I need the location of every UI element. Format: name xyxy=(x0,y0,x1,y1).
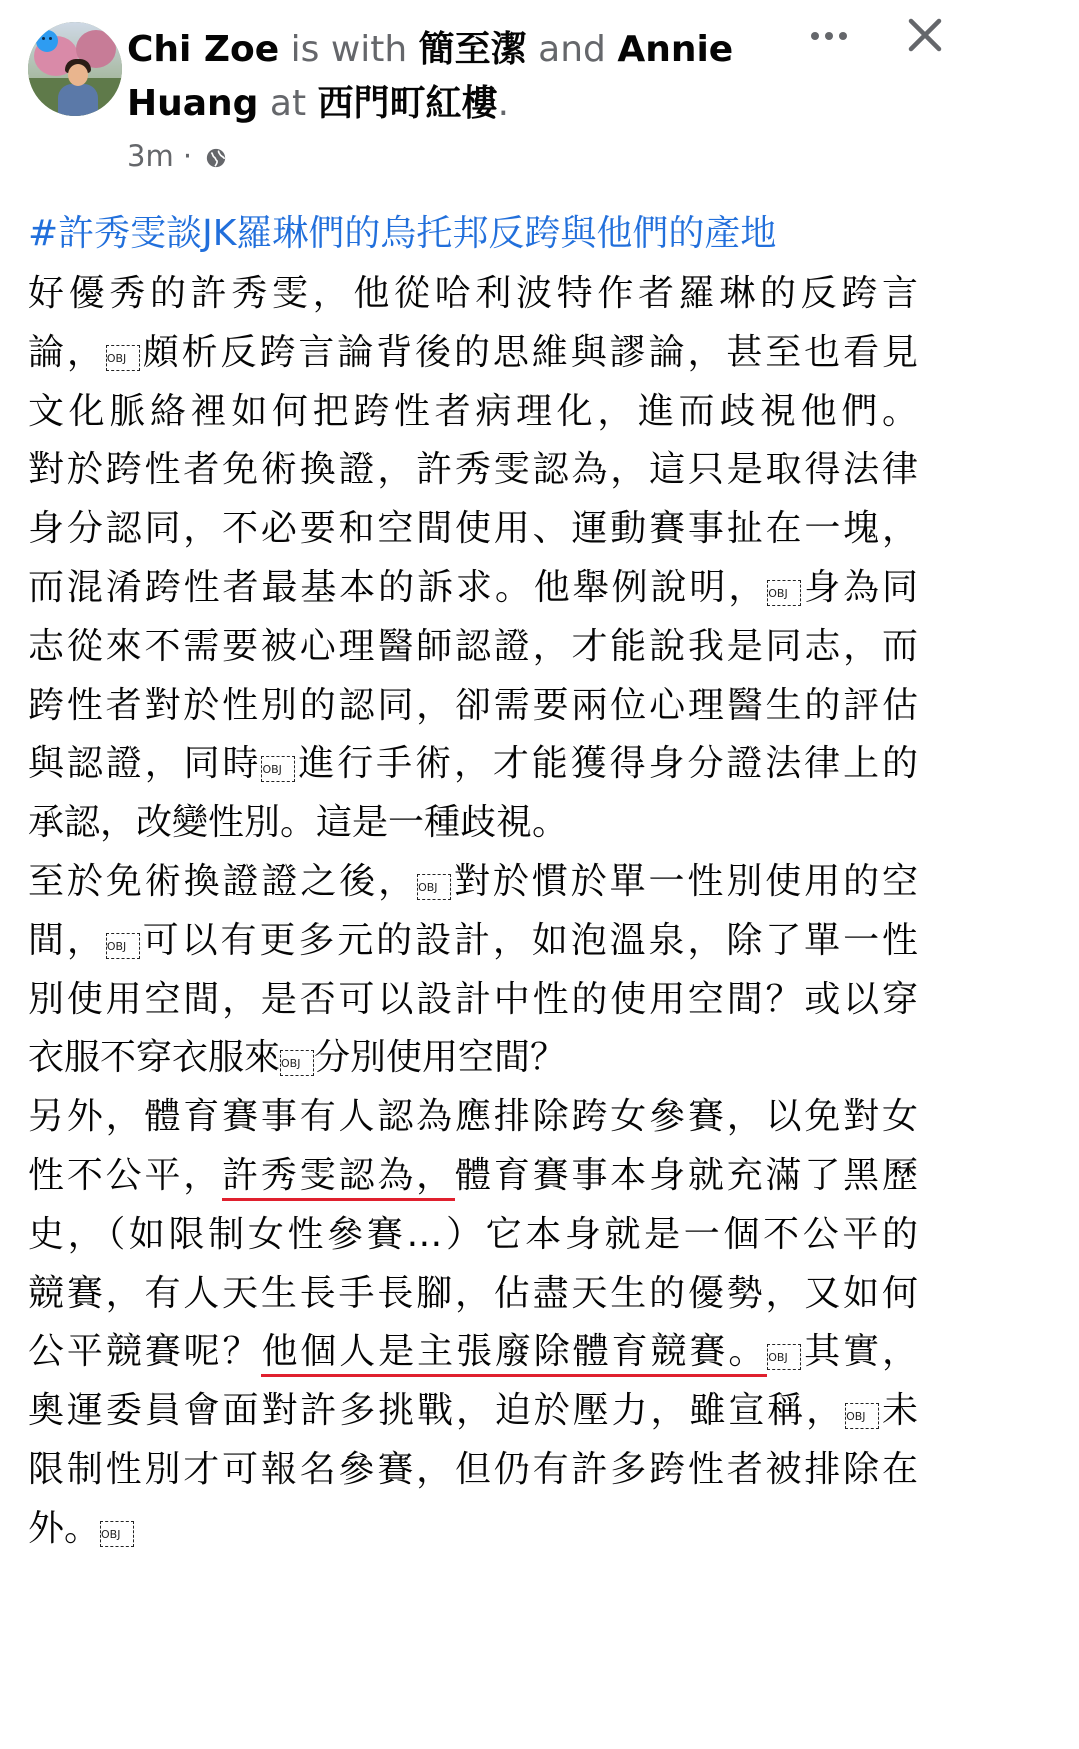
body-line xyxy=(28,1029,918,1088)
body-text-segment: 其實， xyxy=(801,1331,918,1373)
hashtag-link[interactable]: #許秀雯談JK羅琳們的烏托邦反跨與他們的產地 xyxy=(28,213,777,254)
body-text-segment: 進行手術，才能獲得身分證法律上的 xyxy=(295,743,918,785)
body-line xyxy=(28,1323,918,1382)
obj-placeholder-icon: OBJ xyxy=(845,1403,879,1429)
body-line: 好優秀的許秀雯，他從哈利波特作者羅琳的反跨言 xyxy=(28,273,918,314)
body-text-segment: 論， xyxy=(28,331,106,373)
avatar-person-head xyxy=(68,64,88,86)
body-text-segment: 性不公平， xyxy=(28,1154,223,1196)
meta-separator: · xyxy=(182,139,193,173)
location-link[interactable]: 西門町紅樓 xyxy=(317,83,498,124)
author-name[interactable]: Chi Zoe xyxy=(127,29,280,70)
body-line xyxy=(28,1500,918,1559)
post-meta xyxy=(127,137,227,175)
body-text-segment: 未 xyxy=(879,1390,918,1432)
smiley-icon xyxy=(36,30,58,52)
body-line xyxy=(28,912,918,971)
body-text-segment: 外。 xyxy=(28,1507,101,1549)
body-text-segment: 可以有更多元的設計，如泡溫泉，除了單一性 xyxy=(139,919,918,961)
body-line: 志從來不需要被心理醫師認證，才能說我是同志，而 xyxy=(28,625,918,667)
avatar-person-body xyxy=(58,84,98,116)
obj-placeholder-icon: OBJ xyxy=(106,933,140,959)
body-line: 承認，改變性別。這是一種歧視。 xyxy=(28,802,569,844)
obj-placeholder-icon: OBJ xyxy=(261,756,295,782)
post-header-line-2 xyxy=(127,77,827,131)
body-line xyxy=(28,853,918,912)
obj-placeholder-icon: OBJ xyxy=(280,1050,314,1076)
and-text: and xyxy=(538,29,606,70)
body-text-segment: 對於慣於單一性別使用的空 xyxy=(451,860,918,902)
body-text-segment: 體育賽事本身就充滿了黑歷 xyxy=(455,1154,918,1196)
body-line: 文化脈絡裡如何把跨性者病理化，進而歧視他們。 xyxy=(28,390,918,432)
author-avatar[interactable] xyxy=(28,22,122,116)
body-text-segment: 公平競賽呢？ xyxy=(28,1331,262,1373)
obj-placeholder-icon: OBJ xyxy=(106,345,140,371)
obj-placeholder-icon: OBJ xyxy=(100,1521,134,1547)
tagged-person-2-first[interactable]: Annie xyxy=(617,29,734,70)
body-text-segment: 而混淆跨性者最基本的訴求。他舉例說明， xyxy=(28,566,768,608)
body-text-segment: 身為同 xyxy=(801,566,918,608)
body-line xyxy=(28,1382,918,1441)
body-line: 競賽，有人天生長手長腳，佔盡天生的優勢，又如何 xyxy=(28,1272,918,1314)
tagged-person-1[interactable]: 簡至潔 xyxy=(418,29,527,70)
body-line: 限制性別才可報名參賽，但仍有許多跨性者被排除在 xyxy=(28,1448,918,1490)
body-line: 身分認同，不必要和空間使用、運動賽事扯在一塊， xyxy=(28,508,918,550)
body-line: 對於跨性者免術換證，許秀雯認為，這只是取得法律 xyxy=(28,449,918,491)
obj-placeholder-icon: OBJ xyxy=(767,580,801,606)
body-text-segment: 分別使用空間？ xyxy=(314,1037,567,1079)
body-line: 另外，體育賽事有人認為應排除跨女參賽，以免對女 xyxy=(28,1096,918,1138)
with-text: is with xyxy=(290,29,408,70)
body-text-segment: 頗析反跨言論背後的思維與謬論，甚至也看見 xyxy=(139,331,918,373)
body-line: 別使用空間，是否可以設計中性的使用空間？或以穿 xyxy=(28,978,918,1020)
close-icon[interactable] xyxy=(906,16,944,54)
globe-icon[interactable] xyxy=(205,147,227,169)
body-text-segment: 間， xyxy=(28,919,106,961)
obj-placeholder-icon: OBJ xyxy=(417,874,451,900)
body-text-segment: 衣服不穿衣服來 xyxy=(28,1037,281,1079)
body-text-segment: 至於免術換證證之後， xyxy=(28,860,418,902)
body-line xyxy=(28,735,918,794)
body-line xyxy=(28,1147,918,1206)
body-line xyxy=(28,324,918,383)
body-text-segment: 奧運委員會面對許多挑戰，迫於壓力，雖宣稱， xyxy=(28,1390,846,1432)
body-text-segment: 與認證，同時 xyxy=(28,743,262,785)
body-line xyxy=(28,559,918,618)
at-text: at xyxy=(269,83,307,124)
header-period: . xyxy=(497,83,510,124)
tagged-person-2-last[interactable]: Huang xyxy=(127,83,259,124)
underlined-highlight: 許秀雯認為， xyxy=(222,1155,455,1201)
body-line: 跨性者對於性別的認同，卻需要兩位心理醫生的評估 xyxy=(28,684,918,726)
underlined-highlight: 他個人是主張廢除體育競賽。 xyxy=(261,1331,767,1377)
more-horizontal-icon[interactable] xyxy=(807,20,851,52)
post-header-line-1 xyxy=(127,23,827,77)
post-timestamp[interactable]: 3m xyxy=(127,139,174,173)
obj-placeholder-icon: OBJ xyxy=(767,1344,801,1370)
body-line: 史，（如限制女性參賽…）它本身就是一個不公平的 xyxy=(28,1213,918,1255)
post-body xyxy=(28,265,918,1559)
